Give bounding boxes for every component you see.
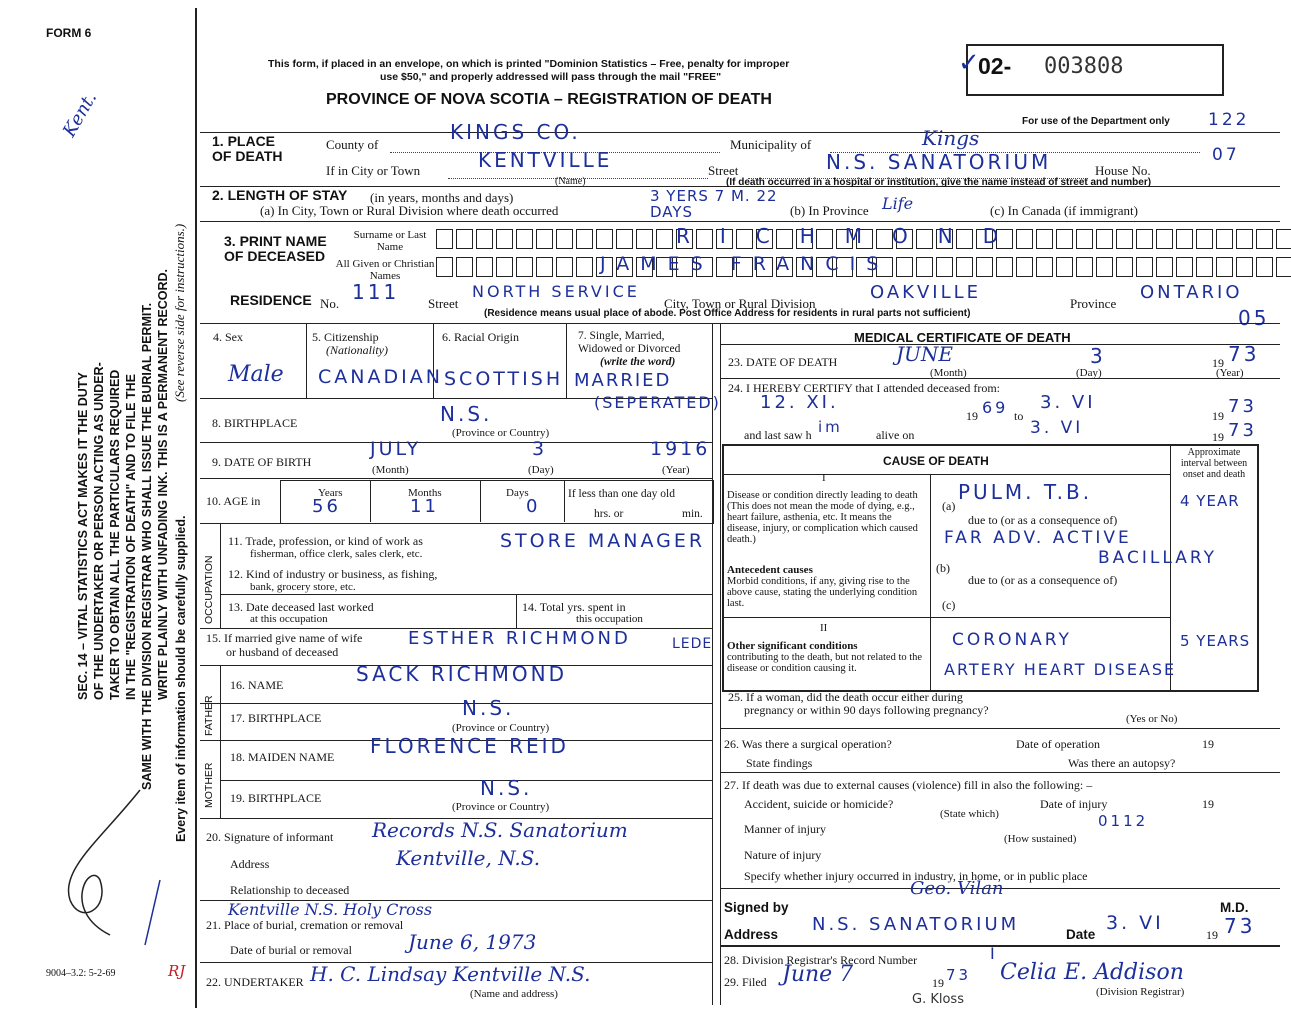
disease-label: Disease or condition directly leading to death (This does not mean the mode of dying, e.g., heart failure, asthenia, etc. It means the disease, injury, or complication which caused death.) <box>727 490 918 545</box>
residence-city-value: OAKVILLE <box>870 282 982 303</box>
date-of-death-day: 3 <box>1090 344 1106 368</box>
how-sustained-caption: (How sustained) <box>1004 833 1077 845</box>
attended-to-label: to <box>1014 409 1024 423</box>
antecedent-sub: Morbid conditions, if any, giving rise to the above cause, stating the underlying condition last. <box>727 576 918 609</box>
municipality-value: Kings <box>922 126 980 150</box>
filed-year-prefix: 19 <box>932 976 944 990</box>
undertaker-label: 22. UNDERTAKER <box>206 975 304 989</box>
birthplace-label: 8. BIRTHPLACE <box>212 416 298 430</box>
date-of-death-year: 73 <box>1228 342 1260 366</box>
due-to-label-2: due to (or as a consequence of) <box>968 573 1118 587</box>
industry-sub: bank, grocery store, etc. <box>250 581 356 593</box>
residence-street-label: Street <box>428 296 459 311</box>
rule-industry <box>220 594 712 595</box>
other-condition-value-1: CORONARY <box>952 630 1072 650</box>
medical-rule-23 <box>720 378 1280 379</box>
red-mark: RJ <box>168 962 186 980</box>
due-to-value-2: BACILLARY <box>1098 548 1217 568</box>
minutes-label: min. <box>682 508 703 520</box>
age-box <box>280 480 714 524</box>
registrar-caption: (Division Registrar) <box>1096 986 1185 998</box>
rule-residence <box>200 323 1280 324</box>
due-to-label-1: due to (or as a consequence of) <box>968 513 1118 527</box>
interval-label: Approximate interval between onset and death <box>1180 447 1248 480</box>
attended-to-year: 73 <box>1228 396 1257 417</box>
citizenship-sub: (Nationality) <box>326 343 388 357</box>
sex-value: Male <box>228 362 284 387</box>
specify-injury-label: Specify whether injury occurred in industry, in home, or in public place <box>744 869 1088 883</box>
age-months-label: Months <box>408 487 442 499</box>
department-code-3: 05 <box>1238 306 1270 330</box>
rule-dob <box>200 478 712 479</box>
medical-date-value: 3. VI <box>1106 912 1164 934</box>
racial-origin-label: 6. Racial Origin <box>442 330 519 344</box>
q25-label: 25. If a woman, did the death occur either during <box>728 690 963 704</box>
cause-of-death-title: CAUSE OF DEATH <box>883 454 989 468</box>
cause-b-label: (b) <box>936 561 950 575</box>
age-days-label: Days <box>506 487 529 499</box>
medical-date-label: Date <box>1066 927 1096 942</box>
side-instruction-1: SEC. 14 – VITAL STATISTICS ACT MAKES IT THE DUTY <box>76 372 90 700</box>
medical-date-year-prefix: 19 <box>1206 928 1218 942</box>
dod-day-caption: (Day) <box>1076 367 1102 379</box>
q25-sub: pregnancy or within 90 days following pregnancy? <box>744 703 989 717</box>
nature-of-injury-label: Nature of injury <box>744 848 822 862</box>
racial-origin-value: SCOTTISH <box>444 368 564 390</box>
attended-from-year-prefix: 19 <box>966 409 978 423</box>
corner-annotation: Kent. <box>58 88 102 141</box>
mail-notice-line2: use $50," and properly addressed will pass through the mail "FREE" <box>380 71 722 83</box>
residence-note: (Residence means usual place of abode. Post Office Address for residents in rural parts not sufficient) <box>484 308 971 319</box>
antecedent-label: Antecedent causes <box>727 564 813 576</box>
mail-notice-line1: This form, if placed in an envelope, on which is printed "Dominion Statistics – Free, penalty for improper <box>268 58 790 70</box>
medical-certificate-title: MEDICAL CERTIFICATE OF DEATH <box>854 330 1071 345</box>
other-conditions-label: Other significant conditions <box>727 640 858 652</box>
last-saw-year-prefix: 19 <box>1212 430 1224 444</box>
county-label: County of <box>326 137 379 152</box>
side-instruction-8: Every item of information should be carefully supplied. <box>174 515 188 842</box>
father-name-label: 16. NAME <box>230 678 284 692</box>
residence-street-value: NORTH SERVICE <box>472 282 640 301</box>
alive-on-label: alive on <box>876 428 915 442</box>
medical-date-year: 73 <box>1224 914 1256 938</box>
dob-year-caption: (Year) <box>662 464 690 476</box>
age-days-value: 0 <box>526 496 541 517</box>
rule-stay <box>200 221 1280 222</box>
mother-birthplace-label: 19. BIRTHPLACE <box>230 791 322 805</box>
col-last-worked <box>516 594 517 628</box>
spouse-label: 15. If married give name of wife <box>206 631 363 645</box>
mother-birthplace-caption: (Province or Country) <box>452 801 550 813</box>
left-margin-rule <box>195 8 197 1008</box>
dob-year-value: 1916 <box>650 438 711 460</box>
father-birthplace-caption: (Province or Country) <box>452 722 550 734</box>
total-years-label: 14. Total yrs. spent in <box>522 600 626 614</box>
informant-address-label: Address <box>230 857 270 871</box>
residence-no-value: 111 <box>352 280 400 304</box>
filed-year-value: 73 <box>946 966 972 984</box>
birthplace-caption: (Province or Country) <box>452 427 550 439</box>
trade-sub: fisherman, office clerk, sales clerk, etc. <box>250 548 423 560</box>
injury-date-label: Date of injury <box>1040 797 1108 811</box>
rule-father-name <box>200 703 712 704</box>
middle-divider <box>712 323 713 1005</box>
side-instruction-7: (See reverse side for instructions.) <box>172 223 187 402</box>
rule-top <box>200 132 1280 133</box>
pen-scribble-icon <box>40 760 190 970</box>
check-mark-icon: ✓ <box>958 48 980 77</box>
less-than-day-label: If less than one day old <box>568 488 675 500</box>
medical-address-label: Address <box>724 927 779 942</box>
registration-number: 003808 <box>1044 54 1124 79</box>
part-2-rule <box>722 617 1170 618</box>
other-condition-interval: 5 YEARS <box>1180 632 1251 650</box>
accident-label: Accident, suicide or homicide? <box>744 797 894 811</box>
occupation-side-rule <box>220 523 221 628</box>
informant-address-value: Kentville, N.S. <box>396 846 541 870</box>
birthplace-value: N.S. <box>440 402 493 426</box>
name-of-deceased-label: 3. PRINT NAME OF DECEASED <box>224 233 327 264</box>
length-of-stay-label: 2. LENGTH OF STAY <box>212 187 348 203</box>
cause-a-interval: 4 YEAR <box>1180 492 1240 510</box>
residence-province-label: Province <box>1070 296 1117 311</box>
last-worked-sub: at this occupation <box>250 613 328 625</box>
marital-status-label: 7. Single, Married, Widowed or Divorced <box>578 330 681 355</box>
spouse-sub: or husband of deceased <box>226 645 339 659</box>
manner-of-injury-value: 0112 <box>1098 812 1149 830</box>
last-worked-label: 13. Date deceased last worked <box>228 600 374 614</box>
part-2-label: II <box>820 622 828 634</box>
manner-of-injury-label: Manner of injury <box>744 822 826 836</box>
age-label: 10. AGE in <box>206 494 261 508</box>
q26-label: 26. Was there a surgical operation? <box>724 737 892 751</box>
surname-value: RICHMOND <box>676 224 1029 248</box>
city-value: KENTVILLE <box>478 148 613 172</box>
last-saw-pronoun: im <box>818 418 843 436</box>
attended-to-year-prefix: 19 <box>1212 409 1224 423</box>
municipality-label: Municipality of <box>730 137 812 152</box>
signed-by-label: Signed by <box>724 900 789 915</box>
city-label: If in City or Town <box>326 163 421 178</box>
cause-a-label: (a) <box>942 499 956 513</box>
state-findings-label: State findings <box>746 756 813 770</box>
form-number: FORM 6 <box>46 26 92 40</box>
q27-label: 27. If death was due to external causes (violence) fill in also the following: – <box>724 778 1093 792</box>
last-saw-year: 73 <box>1228 420 1257 441</box>
informant-signature-value: Records N.S. Sanatorium <box>372 818 628 842</box>
age-months-value: 11 <box>410 496 439 517</box>
side-instruction-2: OF THE UNDERTAKER OR PERSON ACTING AS UNDER- <box>92 362 106 700</box>
surname-label: Surname or Last Name <box>353 229 427 253</box>
occupation-section-label: OCCUPATION <box>203 555 215 624</box>
operation-year-prefix: 19 <box>1202 737 1214 751</box>
md-label: M.D. <box>1220 900 1249 915</box>
filed-label: 29. Filed <box>724 975 767 989</box>
age-col-3 <box>564 480 565 522</box>
age-years-value: 56 <box>312 496 341 517</box>
cause-column-rule <box>930 474 931 690</box>
cause-c-label: (c) <box>942 598 956 612</box>
marital-status-value: MARRIED <box>574 370 672 391</box>
registrar-record-label: 28. Division Registrar's Record Number <box>724 953 918 967</box>
stay-city-value: 3 YERS 7 M. 22 DAYS <box>650 187 778 221</box>
sex-label: 4. Sex <box>213 330 243 344</box>
side-instruction-4: IN THE "REGISTRATION OF DEATH" AND TO FILE THE <box>124 374 138 700</box>
attended-from-year: 69 <box>982 398 1009 417</box>
informant-signature-label: 20. Signature of informant <box>206 830 334 844</box>
mother-birthplace-value: N.S. <box>480 776 533 800</box>
father-section-label: FATHER <box>203 695 215 736</box>
clerk-initials: G. Kloss <box>912 992 964 1007</box>
residence-city-label: City, Town or Rural Division <box>664 296 816 311</box>
citizenship-value: CANADIAN <box>318 366 443 388</box>
industry-label: 12. Kind of industry or business, as fishing, <box>228 567 438 581</box>
father-birthplace-value: N.S. <box>462 696 515 720</box>
q25-caption: (Yes or No) <box>1126 713 1178 725</box>
last-saw-label: and last saw h <box>744 428 812 442</box>
given-names-label: All Given or Christian Names <box>335 258 435 282</box>
attended-to-value: 3. VI <box>1040 392 1096 413</box>
residence-no-label: No. <box>320 296 340 311</box>
citizenship-label: 5. Citizenship <box>312 330 379 344</box>
given-names-value: JAMES FRANCIS <box>600 253 890 275</box>
burial-place-value: Kentville N.S. Holy Cross <box>228 900 433 919</box>
hours-label: hrs. or <box>594 508 624 520</box>
age-col-1 <box>370 480 371 522</box>
trade-label: 11. Trade, profession, or kind of work as <box>228 534 423 548</box>
undertaker-value: H. C. Lindsay Kentville N.S. <box>310 962 591 986</box>
marital-status-sub: (write the word) <box>600 356 676 368</box>
filed-date-value: June 7 <box>782 962 854 987</box>
trade-value: STORE MANAGER <box>500 530 706 552</box>
residence-label: RESIDENCE <box>230 292 312 308</box>
medical-address-value: N.S. SANATORIUM <box>812 914 1020 935</box>
cause-title-rule <box>722 474 1170 475</box>
certify-label: 24. I HEREBY CERTIFY that I attended deceased from: <box>728 381 1000 395</box>
age-years-label: Years <box>318 487 343 499</box>
side-instruction-5: SAME WITH THE DIVISION REGISTRAR WHO SHALL ISSUE THE BURIAL PERMIT. <box>140 302 154 790</box>
dod-year-caption: (Year) <box>1216 367 1244 379</box>
rule-mother-name <box>220 780 712 781</box>
stay-province-value: Life <box>882 194 914 213</box>
rule-birthplace <box>200 442 712 443</box>
dod-month-caption: (Month) <box>930 367 967 379</box>
middle-divider-2 <box>720 323 721 1005</box>
registrar-signature: Celia E. Addison <box>1000 960 1184 985</box>
stay-city-label: (a) In City, Town or Rural Division where death occurred <box>260 203 559 218</box>
dob-label: 9. DATE OF BIRTH <box>212 455 312 469</box>
dob-month-caption: (Month) <box>372 464 409 476</box>
length-of-stay-sub: (in years, months and days) <box>370 190 514 205</box>
hospital-note: (If death occurred in a hospital or institution, give the name instead of street and number) <box>726 177 1152 188</box>
father-birthplace-label: 17. BIRTHPLACE <box>230 711 322 725</box>
other-condition-value-2: ARTERY HEART DISEASE <box>944 660 1177 679</box>
place-of-death-label: 1. PLACE OF DEATH <box>212 133 283 164</box>
medical-rule-25 <box>720 728 1280 729</box>
cause-a-value: PULM. T.B. <box>958 480 1093 504</box>
residence-province-value: ONTARIO <box>1140 282 1243 303</box>
medical-rule-26 <box>720 772 1280 773</box>
part-1-label: I <box>822 472 826 484</box>
last-saw-value: 3. VI <box>1030 418 1084 438</box>
date-of-death-label: 23. DATE OF DEATH <box>728 355 838 369</box>
stay-province-label: (b) In Province <box>790 203 869 218</box>
dob-day-value: 3 <box>532 438 548 460</box>
date-of-death-year-prefix: 19 <box>1212 356 1224 370</box>
relationship-label: Relationship to deceased <box>230 883 350 897</box>
parents-side-rule <box>220 665 221 818</box>
department-code-1: 122 <box>1208 110 1250 130</box>
city-name-caption: (Name) <box>555 176 586 187</box>
stay-canada-label: (c) In Canada (if immigrant) <box>990 203 1138 218</box>
burial-date-value: June 6, 1973 <box>408 930 537 954</box>
burial-date-label: Date of burial or removal <box>230 943 352 957</box>
house-number-label: House No. <box>1095 163 1151 178</box>
total-years-sub: this occupation <box>576 613 643 625</box>
street-label: Street <box>708 163 739 178</box>
county-value: KINGS CO. <box>450 120 581 144</box>
date-of-operation-label: Date of operation <box>1016 737 1100 751</box>
age-col-2 <box>480 480 481 522</box>
medical-title-rule <box>720 344 1280 345</box>
department-use-label: For use of the Department only <box>1022 116 1170 127</box>
date-of-death-month: JUNE <box>896 342 953 366</box>
due-to-value-1: FAR ADV. ACTIVE <box>944 528 1132 548</box>
mother-section-label: MOTHER <box>203 762 215 808</box>
marital-status-note: (SEPERATED) <box>594 393 721 412</box>
department-code-2: 07 <box>1212 145 1240 165</box>
form-code: 9004–3.2: 5-2-69 <box>46 968 116 979</box>
col-racial <box>566 323 567 398</box>
other-conditions-sub: contributing to the death, but not related to the disease or condition causing it. <box>727 652 923 674</box>
undertaker-caption: (Name and address) <box>470 988 558 1000</box>
state-which-caption: (State which) <box>940 808 999 820</box>
registrar-rule <box>720 945 1280 947</box>
page-title: PROVINCE OF NOVA SCOTIA – REGISTRATION OF DEATH <box>326 91 772 108</box>
autopsy-label: Was there an autopsy? <box>1068 756 1176 770</box>
registration-prefix: 02- <box>978 53 1012 79</box>
registrar-record-value: I <box>990 944 998 963</box>
side-instruction-3: TAKER TO OBTAIN ALL THE PARTICULARS REQUIRED <box>108 369 122 700</box>
side-instruction-6: WRITE PLAINLY WITH UNFADING INK. THIS IS A PERMANENT RECORD. <box>156 268 170 700</box>
spouse-note: LEDE <box>672 636 713 652</box>
mother-name-label: 18. MAIDEN NAME <box>230 750 335 764</box>
mother-name-value: FLORENCE REID <box>370 734 569 758</box>
spouse-value: ESTHER RICHMOND <box>408 628 631 649</box>
father-name-value: SACK RICHMOND <box>356 662 567 686</box>
street-value: N.S. SANATORIUM <box>826 150 1052 174</box>
col-sex <box>306 323 307 398</box>
burial-place-label: 21. Place of burial, cremation or removal <box>206 918 404 932</box>
injury-year-prefix: 19 <box>1202 797 1214 811</box>
attended-from-value: 12. XI. <box>760 392 839 413</box>
dob-day-caption: (Day) <box>528 464 554 476</box>
signed-by-value: Geo. Vilan <box>910 878 1004 899</box>
dob-month-value: JULY <box>370 438 422 460</box>
